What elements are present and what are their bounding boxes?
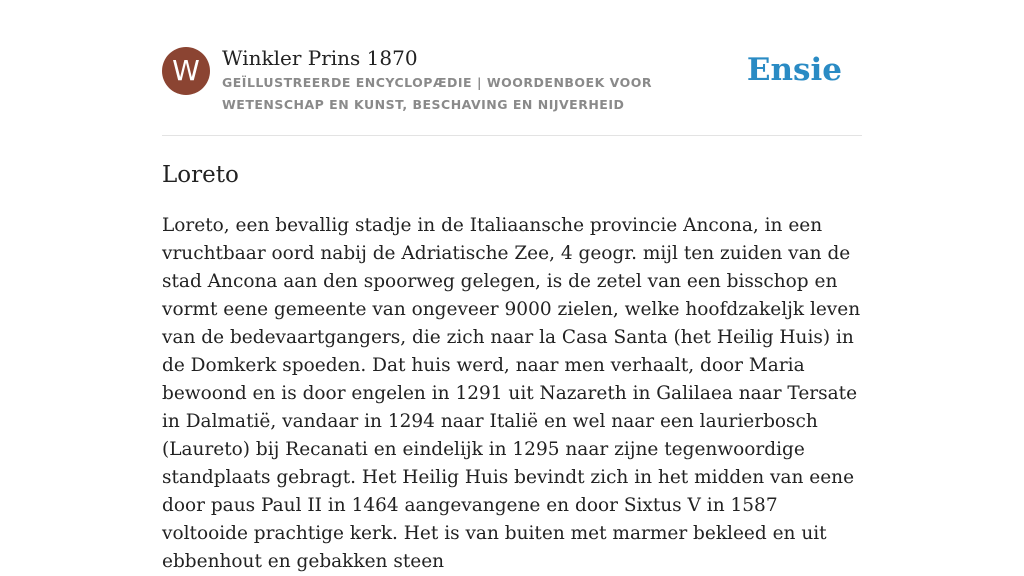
article-body: Loreto, een bevallig stadje in de Italiaansche provincie Ancona, in een vruchtbaar oord nabij de Adriatische Zee, 4 geogr. mijl ten zuiden van de stad Ancona aan den spoorweg gelegen, is de zetel van een bisschop en vormt eene gemeente van ongeveer 9000 zielen, welke hoofdzakeljk leven van de bedevaartgangers, die zich naar la Casa Santa (het Heilig Huis) in de Domkerk spoeden. Dat huis werd, naar men verhaalt, door Maria bewoond en is door engelen in 1291 uit Nazareth in Galilaea naar Tersate in Dalmatië, vandaar in 1294 naar Italië en wel naar een laurierbosch (Laureto) bij Recanati en eindelijk in 1295 naar zijne tegenwoordige standplaats gebragt. Het Heilig Huis bevindt zich in het midden van eene door paus Paul II in 1464 aangevangene en door Sixtus V in 1587 voltooide prachtige kerk. Het is van buiten met marmer bekleed en uit ebbenhout en gebakken steen (162, 215, 861, 572)
header-divider (162, 135, 862, 136)
article-title: Loreto (162, 162, 239, 188)
source-avatar[interactable]: W (162, 47, 210, 95)
source-subtitle: GEÏLLUSTREERDE ENCYCLOPÆDIE | WOORDENBOEK VOOR WETENSCHAP EN KUNST, BESCHAVING EN NIJVERHEID (222, 75, 652, 112)
brand-logo[interactable]: Ensie (746, 52, 842, 88)
source-title[interactable]: Winkler Prins 1870 (222, 46, 418, 70)
